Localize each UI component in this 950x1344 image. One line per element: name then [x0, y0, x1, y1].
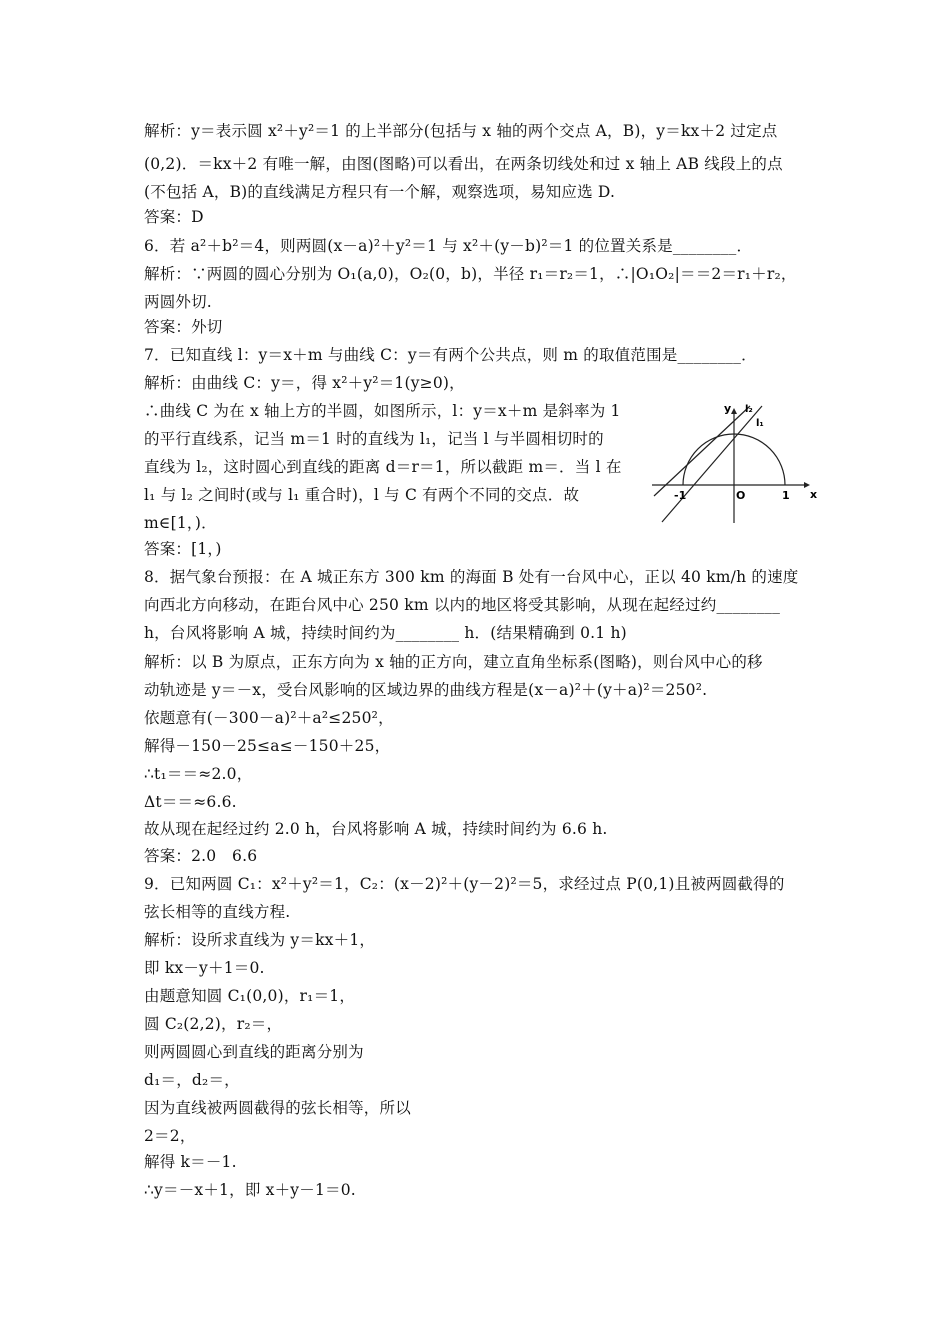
x-axis-label: x: [810, 488, 818, 501]
text-line: 则两圆圆心到直线的距离分别为: [144, 1043, 364, 1061]
y-axis-label: y: [724, 402, 732, 415]
l2-label: l₂: [745, 404, 753, 415]
text-line: 圆 C₂(2,2)，r₂＝，: [144, 1015, 283, 1033]
text-line: 两圆外切.: [144, 293, 212, 311]
text-line: (不包括 A，B)的直线满足方程只有一个解，观察选项，易知应选 D.: [144, 183, 616, 201]
answer-line: 答案：[1，): [144, 540, 222, 558]
text-line: 解得－150－25≤a≤－150＋25，: [144, 737, 391, 755]
question-9: 9．已知两圆 C₁：x²＋y²＝1，C₂：(x－2)²＋(y－2)²＝5，求经过点 P(0,1)且被两圆截得的: [144, 875, 785, 893]
question-7: 7．已知直线 l：y＝x＋m 与曲线 C：y＝有两个公共点，则 m 的取值范围是________．: [144, 346, 757, 364]
line-l2: [654, 406, 750, 496]
text-line: 解析：由曲线 C：y＝，得 x²＋y²＝1(y≥0)，: [144, 374, 465, 392]
text-line: h，台风将影响 A 城，持续时间约为________ h．(结果精确到 0.1 h): [144, 624, 627, 642]
text-line: 由题意知圆 C₁(0,0)，r₁＝1，: [144, 987, 356, 1005]
text-line: m∈[1，)．: [144, 514, 217, 532]
text-line: 解析：∵两圆的圆心分别为 O₁(a,0)，O₂(0，b)，半径 r₁＝r₂＝1，∴|O₁O₂|＝＝2＝r₁＋r₂，: [144, 265, 797, 283]
line-l1: [662, 406, 762, 522]
text-line: ∴t₁＝＝≈2.0，: [144, 765, 253, 783]
one-label: 1: [782, 489, 790, 502]
y-axis-arrow-icon: [731, 408, 737, 414]
answer-line: 答案：外切: [144, 318, 223, 336]
text-line: 动轨迹是 y＝－x，受台风影响的区域边界的曲线方程是(x－a)²＋(y＋a)²＝250².: [144, 681, 708, 699]
text-line: 的平行直线系，记当 m＝1 时的直线为 l₁，记当 l 与半圆相切时的: [144, 430, 604, 448]
text-line: 即 kx－y＋1＝0.: [144, 959, 265, 977]
text-line: 解析：设所求直线为 y＝kx＋1，: [144, 931, 376, 949]
text-line: 解得 k＝－1.: [144, 1153, 237, 1171]
text-line: ∴y＝－x＋1，即 x＋y－1＝0.: [144, 1181, 356, 1199]
text-line: ∴曲线 C 为在 x 轴上方的半圆，如图所示，l：y＝x＋m 是斜率为 1: [144, 402, 621, 420]
semicircle-figure: [652, 398, 820, 528]
text-line: 直线为 l₂，这时圆心到直线的距离 d＝r＝1，所以截距 m＝．当 l 在: [144, 458, 622, 476]
answer-line: 答案：2.0 6.6: [144, 847, 258, 865]
text-line: 因为直线被两圆截得的弦长相等，所以: [144, 1099, 411, 1117]
text-line: (0,2)．＝kx＋2 有唯一解，由图(图略)可以看出，在两条切线处和过 x 轴上 AB 线段上的点: [144, 155, 783, 173]
text-line: 解析：以 B 为原点，正东方向为 x 轴的正方向，建立直角坐标系(图略)，则台风中心的移: [144, 653, 763, 671]
text-line: 2＝2，: [144, 1127, 196, 1145]
question-8: 8．据气象台预报：在 A 城正东方 300 km 的海面 B 处有一台风中心，正以 40 km/h 的速度: [144, 568, 799, 586]
neg-one-label: -1: [674, 489, 687, 502]
text-line: l₁ 与 l₂ 之间时(或与 l₁ 重合时)，l 与 C 有两个不同的交点．故: [144, 486, 580, 504]
text-line: 弦长相等的直线方程.: [144, 903, 291, 921]
question-6: 6．若 a²＋b²＝4，则两圆(x－a)²＋y²＝1 与 x²＋(y－b)²＝1 的位置关系是________．: [144, 237, 753, 255]
text-line: 故从现在起经过约 2.0 h，台风将影响 A 城，持续时间约为 6.6 h.: [144, 820, 608, 838]
text-line: d₁＝，d₂＝，: [144, 1071, 240, 1089]
answer-line: 答案：D: [144, 208, 204, 226]
text-line: 解析：y＝表示圆 x²＋y²＝1 的上半部分(包括与 x 轴的两个交点 A，B)，y＝kx＋2 过定点: [144, 122, 778, 140]
text-line: Δt＝＝≈6.6.: [144, 793, 237, 811]
l1-label: l₁: [756, 418, 764, 429]
origin-label: O: [736, 489, 746, 502]
text-line: 依题意有(－300－a)²＋a²≤250²，: [144, 709, 394, 727]
text-line: 向西北方向移动，在距台风中心 250 km 以内的地区将受其影响，从现在起经过约________: [144, 596, 781, 614]
